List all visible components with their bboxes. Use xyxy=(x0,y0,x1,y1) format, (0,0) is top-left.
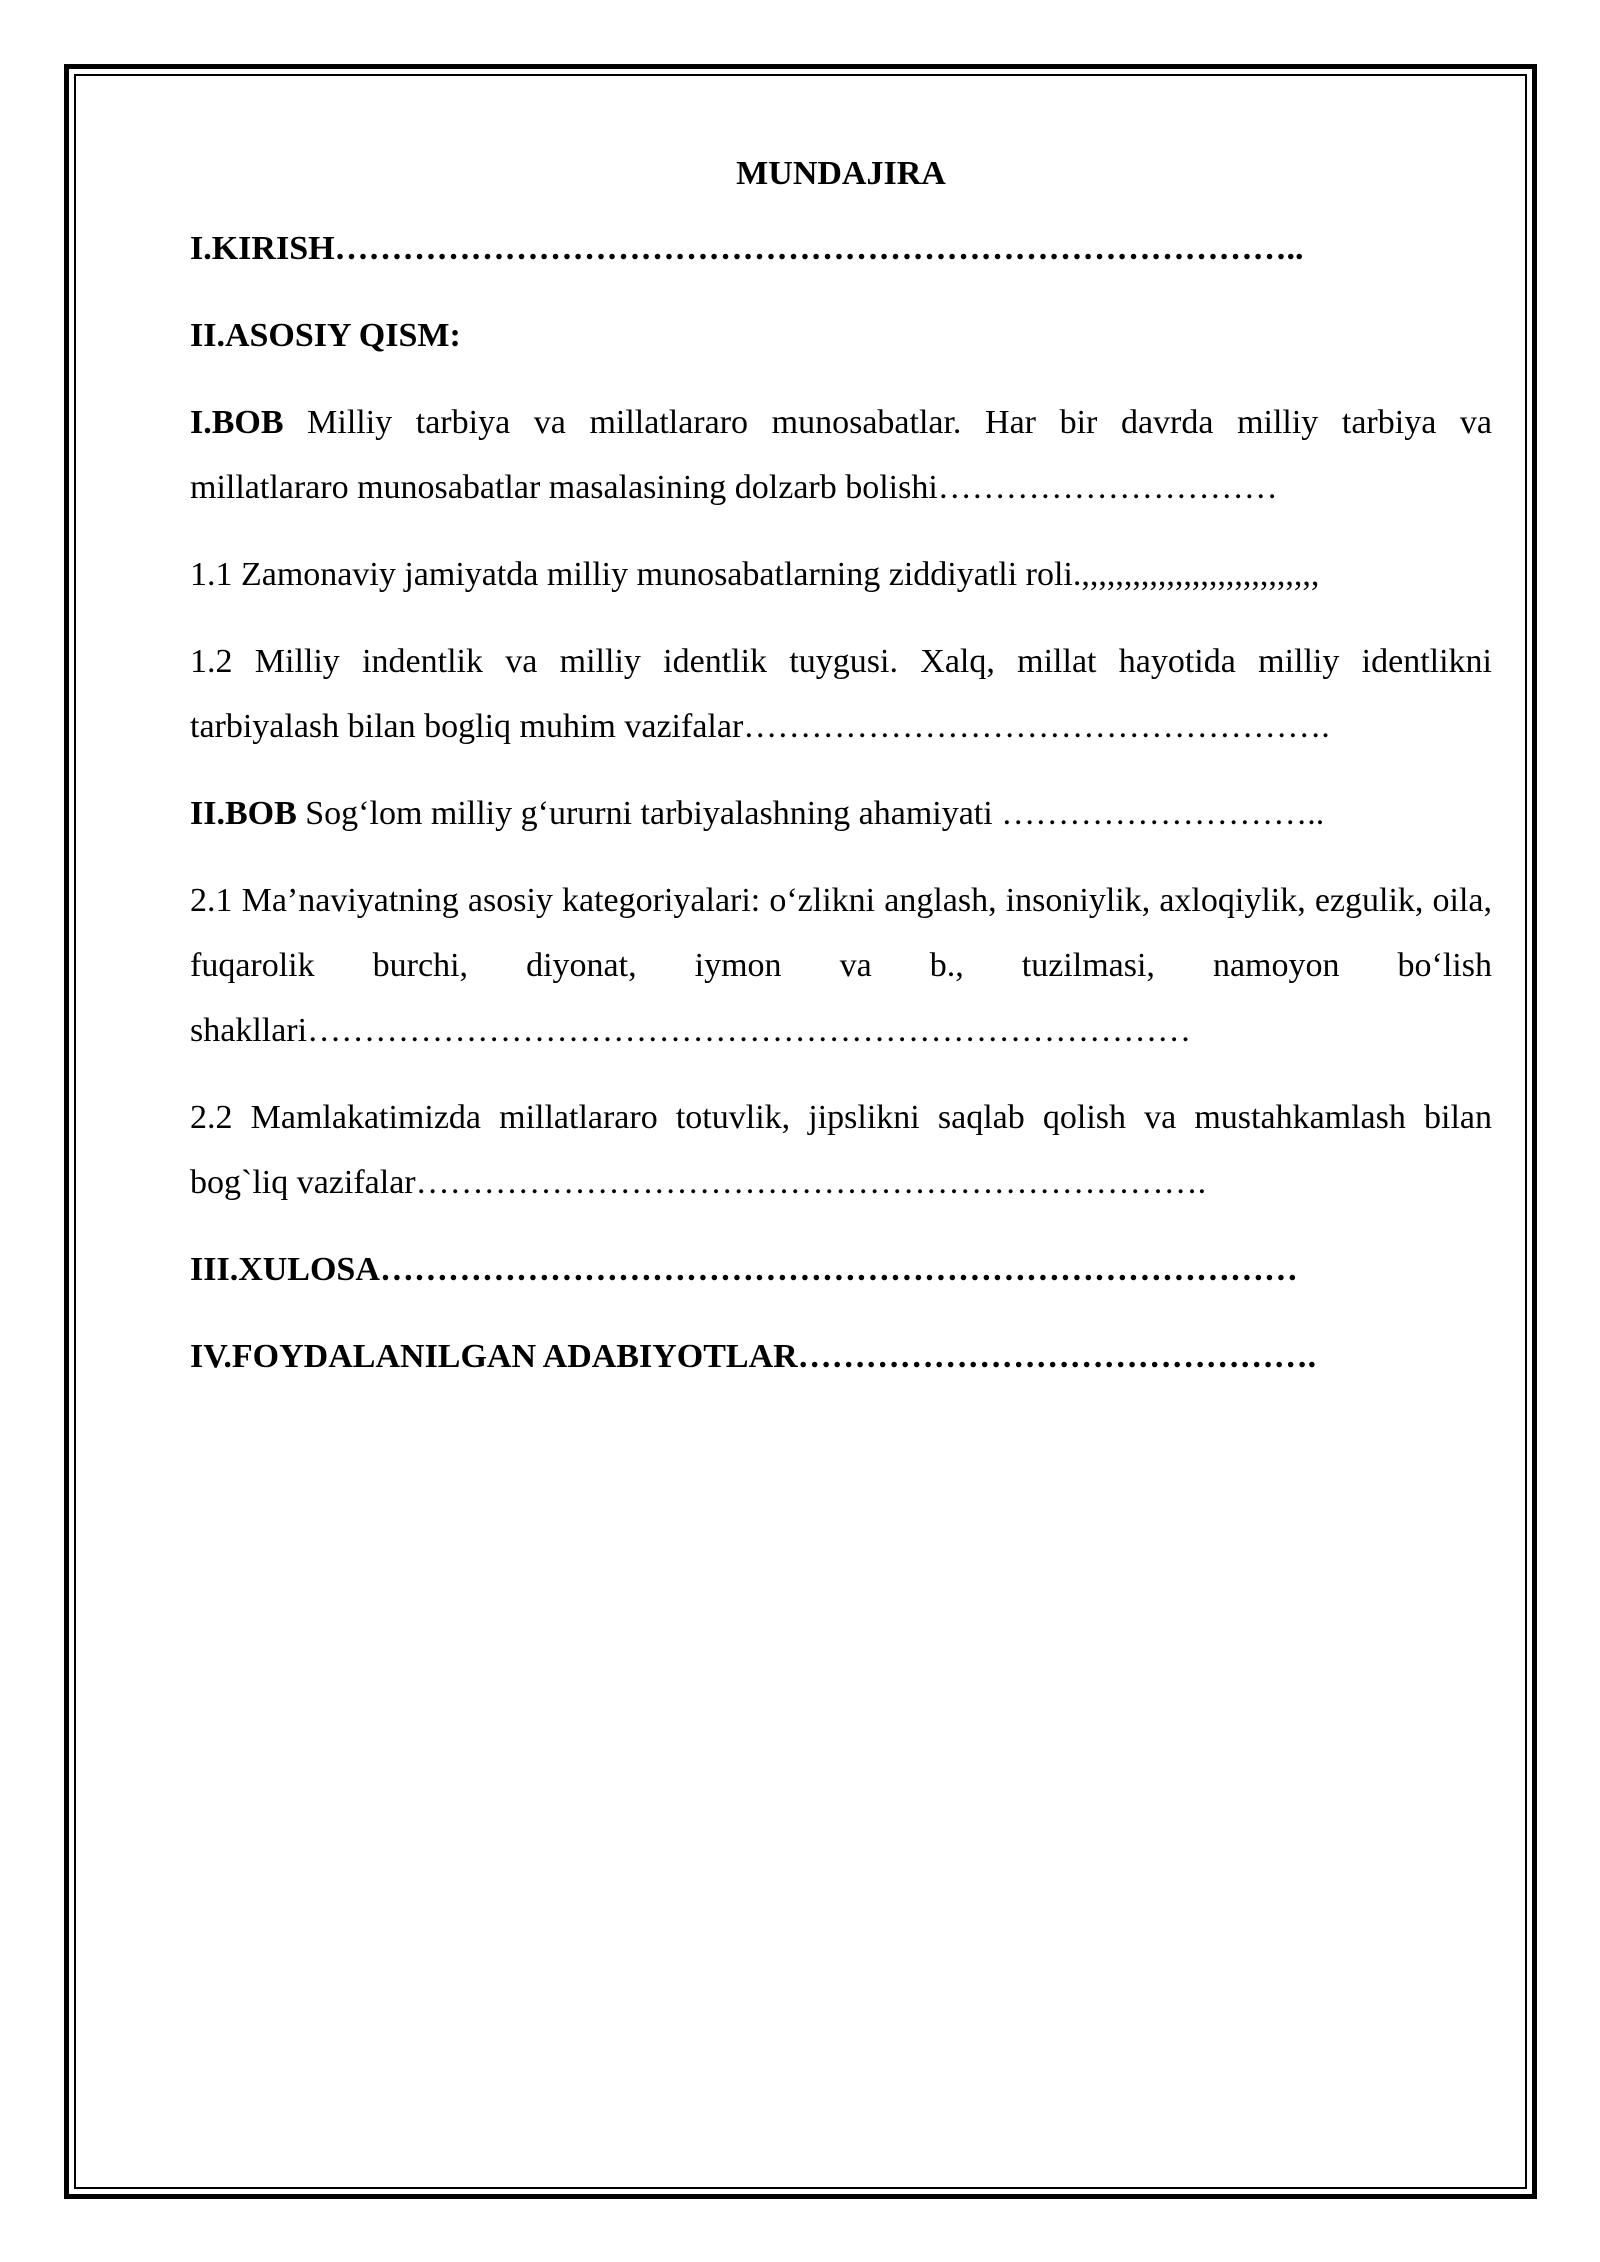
toc-entry-kirish: I.KIRISH………………………………………………………………………….. xyxy=(190,230,1304,267)
toc-entry-2-1: 2.1 Ma’naviyatning asosiy kategoriyalari: o‘zlikni anglash, insoniylik, axloqiylik, ezgulik, oila, fuqarolik burchi, diyonat, iymon va b., tuzilmasi, namoyon bo‘lish shakllari…………………………………………………………………… xyxy=(190,882,1492,1049)
toc-entry-adabiyotlar: IV.FOYDALANILGAN ADABIYOTLAR………………………………………. xyxy=(190,1338,1317,1375)
toc-entry-chapter-1 xyxy=(190,390,1492,520)
toc-entry-1-2: 1.2 Milliy indentlik va milliy identlik tuygusi. Xalq, millat hayotida milliy identlikni tarbiyalash bilan bogliq muhim vazifalar……………………………………………. xyxy=(190,643,1492,745)
toc-entry-chapter-1-lead: I.BOB xyxy=(190,404,284,441)
toc-entry-chapter-1-text: Milliy tarbiya va millatlararo munosabatlar. Har bir davrda milliy tarbiya va millatlararo munosabatlar masalasining dolzarb bolishi………………………… xyxy=(190,404,1492,506)
toc-entry-chapter-2-lead: II.BOB xyxy=(190,795,297,832)
toc-entry-2-2: 2.2 Mamlakatimizda millatlararo totuvlik, jipslikni saqlab qolish va mustahkamlash bilan bog`liq vazifalar……………………………………………………………. xyxy=(190,1099,1492,1201)
toc-entry-chapter-2 xyxy=(190,781,1492,846)
toc-entry-1-1: 1.1 Zamonaviy jamiyatda milliy munosabatlarning ziddiyatli roli.,,,,,,,,,,,,,,,,,,,,,,,,,,,, xyxy=(190,556,1320,593)
page-title: MUNDAJIRA xyxy=(736,155,946,192)
toc-entry-asosiy-qism: II.ASOSIY QISM: xyxy=(190,317,461,354)
document-body xyxy=(190,148,1492,1411)
toc-entry-chapter-2-text: Sog‘lom milliy g‘ururni tarbiyalashning ahamiyati ……………………….. xyxy=(296,795,1325,832)
toc-entry-xulosa: III.XULOSA……………………………………………………………………… xyxy=(190,1251,1298,1288)
